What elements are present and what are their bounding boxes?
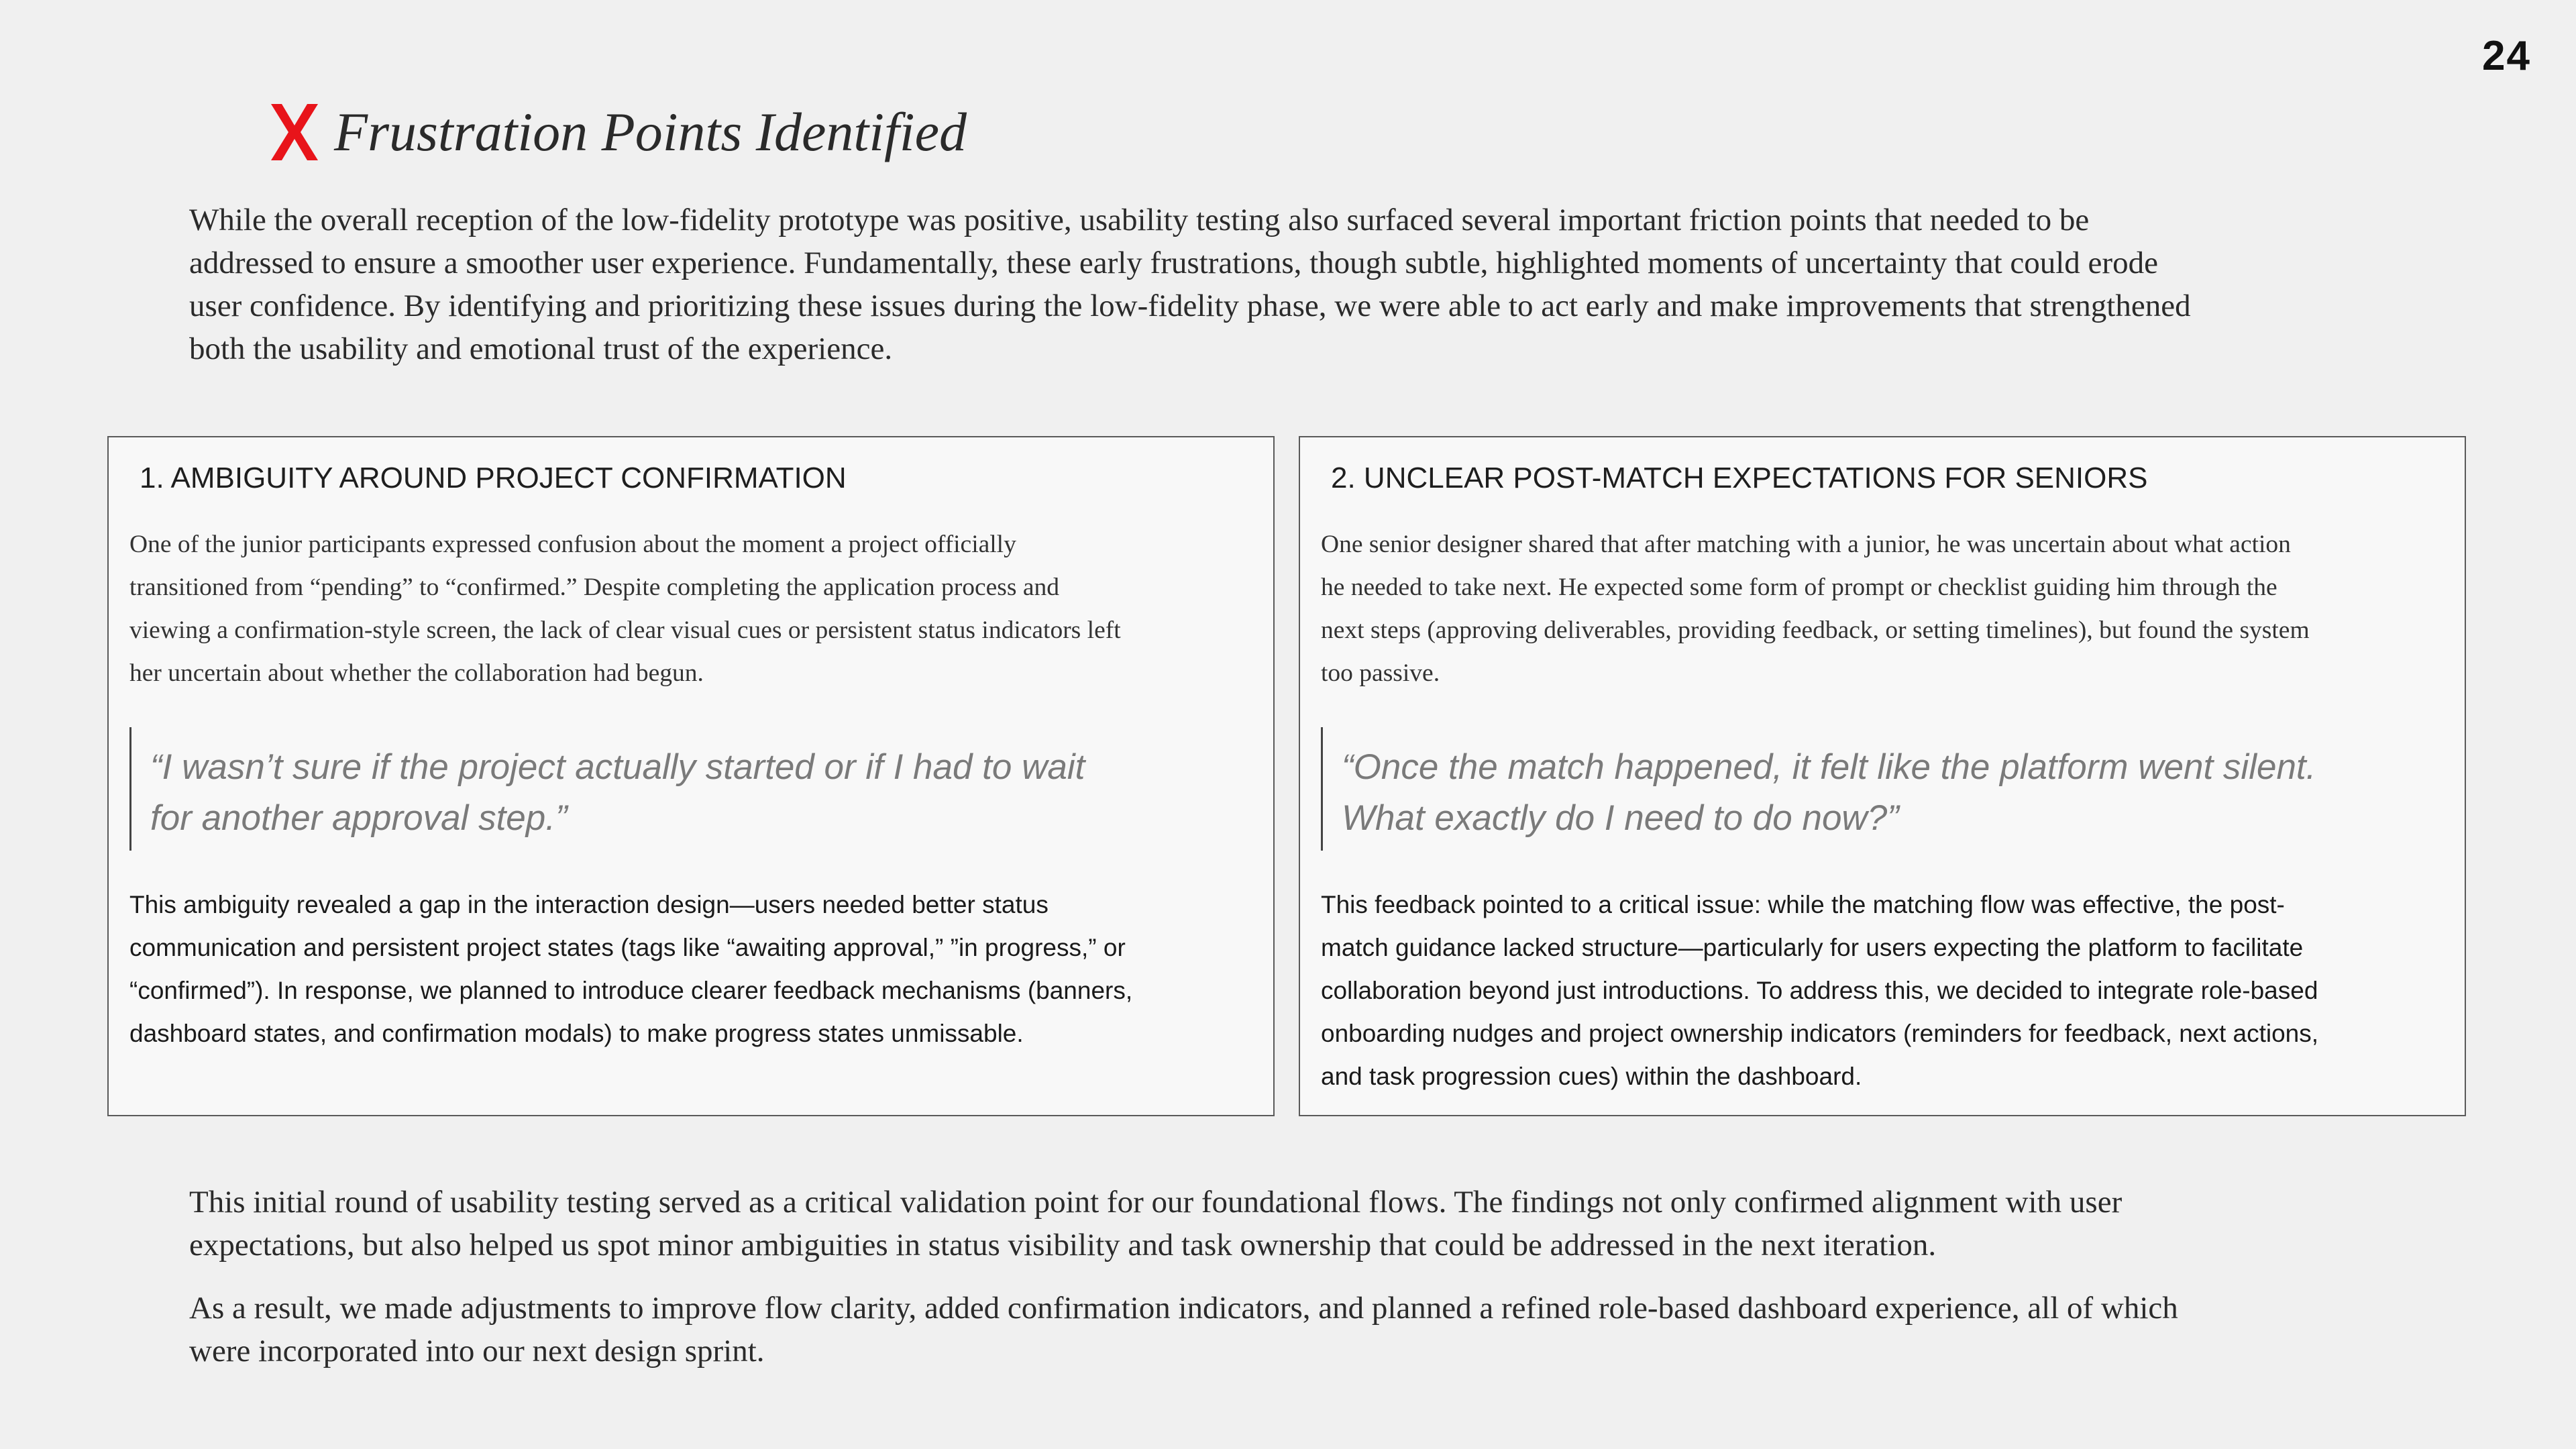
card-conclusion-line: dashboard states, and confirmation modals) to make progress states unmissable. xyxy=(129,1020,1024,1047)
card-heading: 1. AMBIGUITY AROUND PROJECT CONFIRMATION xyxy=(140,462,847,494)
card-conclusion-line: “confirmed”). In response, we planned to introduce clearer feedback mechanisms (banners, xyxy=(129,977,1133,1004)
card-conclusion-line: onboarding nudges and project ownership indicators (reminders for feedback, next actions, xyxy=(1321,1020,2319,1047)
user-quote xyxy=(1321,727,2316,851)
quote-line: What exactly do I need to do now?” xyxy=(1342,798,1899,838)
card-conclusion-line: communication and persistent project states (tags like “awaiting approval,” ”in progress,” or xyxy=(129,934,1126,961)
card-conclusion-line: This ambiguity revealed a gap in the interaction design—users needed better status xyxy=(129,891,1049,918)
quote-line: for another approval step.” xyxy=(150,798,568,838)
card-description-line: next steps (approving deliverables, providing feedback, or setting timelines), but found the system xyxy=(1321,616,2310,644)
closing-line: As a result, we made adjustments to improve flow clarity, added confirmation indicators, and planned a refined role-based dashboard experience, all of which xyxy=(189,1291,2178,1326)
card-description xyxy=(129,523,1121,695)
card-conclusion xyxy=(1321,883,2318,1098)
card-description-line: One senior designer shared that after matching with a junior, he was uncertain about what action xyxy=(1321,531,2291,558)
intro-line: both the usability and emotional trust of the experience. xyxy=(189,331,893,366)
frustration-card-1 xyxy=(107,436,1275,1116)
closing-line: This initial round of usability testing served as a critical validation point for our foundational flows. The findings not only confirmed alignment with user xyxy=(189,1185,2123,1220)
closing-line: were incorporated into our next design sprint. xyxy=(189,1334,765,1368)
red-x-icon xyxy=(267,103,322,162)
section-header xyxy=(267,101,967,164)
card-description-line: he needed to take next. He expected some form of prompt or checklist guiding him through the xyxy=(1321,574,2277,601)
card-description-line: transitioned from “pending” to “confirmed.” Despite completing the application process and xyxy=(129,574,1060,601)
user-quote xyxy=(129,727,1085,851)
card-description-line: viewing a confirmation-style screen, the lack of clear visual cues or persistent status indicators left xyxy=(129,616,1121,644)
intro-line: While the overall reception of the low-fidelity prototype was positive, usability testing also surfaced several important friction points that needed to be xyxy=(189,203,2090,237)
closing-paragraph-1 xyxy=(189,1181,2178,1267)
section-title: Frustration Points Identified xyxy=(334,101,967,162)
card-heading: 2. UNCLEAR POST-MATCH EXPECTATIONS FOR SENIORS xyxy=(1331,462,2148,494)
card-description xyxy=(1321,523,2310,695)
frustration-card-2 xyxy=(1299,436,2466,1116)
intro-line: user confidence. By identifying and prioritizing these issues during the low-fidelity phase, we were able to act early and make improvements that strengthened xyxy=(189,288,2191,323)
closing-paragraphs xyxy=(189,1181,2178,1373)
card-conclusion-line: match guidance lacked structure—particularly for users expecting the platform to facilitate xyxy=(1321,934,2304,961)
closing-paragraph-2 xyxy=(189,1287,2178,1373)
quote-text xyxy=(150,742,1085,844)
card-conclusion xyxy=(129,883,1132,1055)
card-conclusion-line: and task progression cues) within the dashboard. xyxy=(1321,1063,1862,1090)
card-conclusion-line: collaboration beyond just introductions. To address this, we decided to integrate role-based xyxy=(1321,977,2318,1004)
card-description-line: too passive. xyxy=(1321,659,1440,687)
card-conclusion-line: This feedback pointed to a critical issue: while the matching flow was effective, the post- xyxy=(1321,891,2285,918)
page-number: 24 xyxy=(2482,33,2531,79)
card-description-line: her uncertain about whether the collaboration had begun. xyxy=(129,659,704,687)
intro-line: addressed to ensure a smoother user experience. Fundamentally, these early frustrations, though subtle, highlighted moments of uncertainty that could erode xyxy=(189,246,2158,280)
quote-line: “I wasn’t sure if the project actually started or if I had to wait xyxy=(150,747,1085,787)
quote-line: “Once the match happened, it felt like the platform went silent. xyxy=(1342,747,2316,787)
quote-text xyxy=(1342,742,2316,844)
card-description-line: One of the junior participants expressed confusion about the moment a project officially xyxy=(129,531,1016,558)
closing-line: expectations, but also helped us spot minor ambiguities in status visibility and task ownership that could be addressed in the next iteration. xyxy=(189,1228,1937,1263)
intro-paragraph xyxy=(189,199,2191,370)
